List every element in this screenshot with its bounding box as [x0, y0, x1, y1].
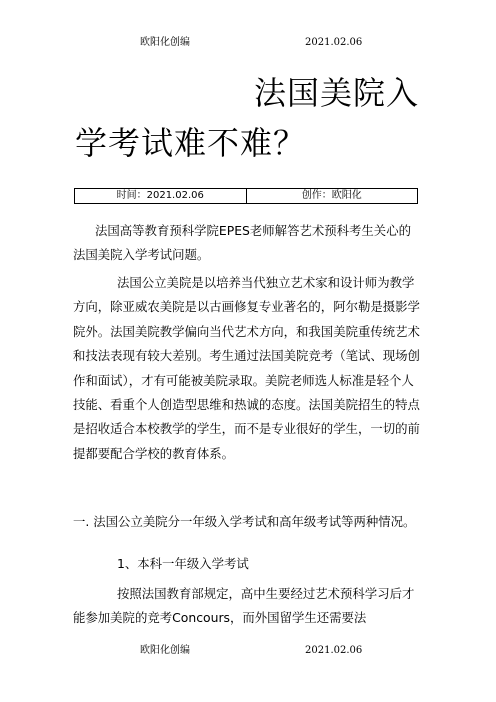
body-paragraph-rules: 按照法国教育部规定，高中生要经过艺术预科学习后才能参加美院的竞考Concours，而外国留学生还需要法: [73, 586, 415, 626]
body-paragraph-overview: 法国公立美院是以培养当代独立艺术家和设计师为教学方向，除亚威农美院是以古画修复专业著名的，阿尔勒是摄影学院外。法国美院教学偏向当代艺术方向，和我国美院重传统艺术和技法表现有较大差别。考生通过法国美院竞考（笔试、现场创作和面试），才有可能被美院录取。美院老师选人标准是轻个人技能、看重个人创造型思维和热诚的态度。法国美院招生的特点是招收适合本校教学的学生，而不是专业很好的学生，一切的前提都要配合学校的教育体系。: [73, 275, 420, 461]
meta-creator: 创作：欧阳化: [246, 189, 418, 204]
header-date: 2021.02.06: [305, 37, 363, 48]
title-line-2: 学考试难不难？: [75, 124, 307, 162]
subsection-heading-1: 1、本科一年级入学考试: [117, 556, 249, 571]
meta-table: [74, 188, 418, 204]
footer-author: 欧阳化创编: [140, 645, 190, 656]
header-author: 欧阳化创编: [140, 37, 190, 48]
section-heading-1: 一. 法国公立美院分一年级入学考试和高年级考试等两种情况。: [73, 514, 416, 529]
footer-date: 2021.02.06: [305, 645, 363, 656]
meta-time: 时间：2021.02.06: [75, 189, 247, 204]
title-line-1: 法国美院入: [254, 74, 420, 112]
body-paragraph-intro: 法国高等教育预科学院EPES老师解答艺术预科考生关心的法国美院入学考试问题。: [73, 223, 411, 263]
